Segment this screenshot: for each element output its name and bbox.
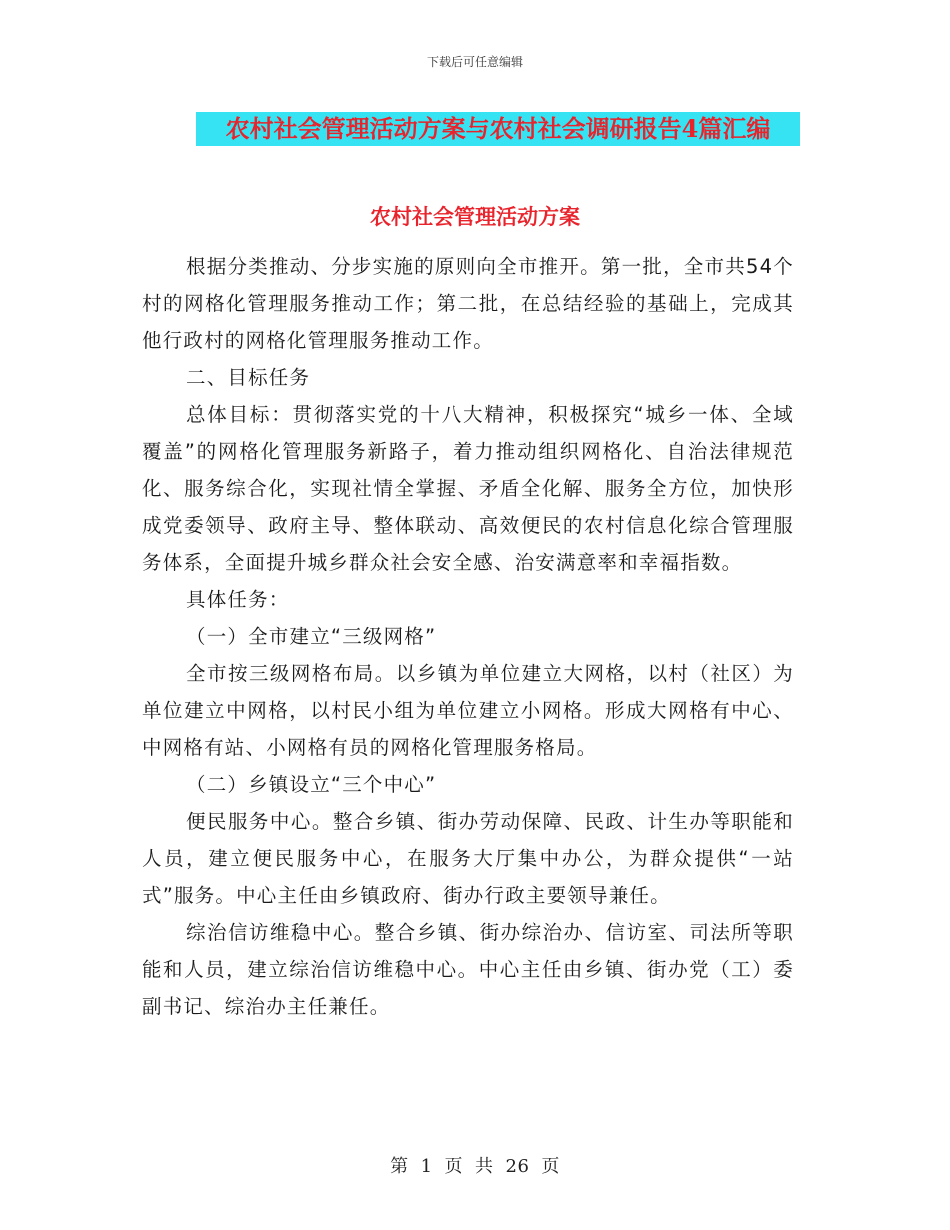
page-number bbox=[0, 1152, 950, 1178]
paragraph-service-center: 便民服务中心。整合乡镇、街办劳动保障、民政、计生办等职能和人员，建立便民服务中心，在服务大厅集中办公，为群众提供“一站式”服务。中心主任由乡镇政府、街办行政主要领导兼任。 bbox=[142, 810, 794, 907]
paragraph-stability-center: 综治信访维稳中心。整合乡镇、街办综治办、信访室、司法所等职能和人员，建立综治信访维稳中心。中心主任由乡镇、街办党（工）委副书记、综治办主任兼任。 bbox=[142, 921, 794, 1018]
page-suffix: 页 bbox=[541, 1156, 560, 1177]
paragraph-grid-layout: 全市按三级网格布局。以乡镇为单位建立大网格，以村（社区）为单位建立中网格，以村民小组为单位建立小网格。形成大网格有中心、中网格有站、小网格有员的网格化管理服务格局。 bbox=[142, 662, 794, 759]
section-title: 农村社会管理活动方案 bbox=[370, 204, 580, 229]
paragraph-overall-goal: 总体目标：贯彻落实党的十八大精神，积极探究“城乡一体、全域覆盖”的网格化管理服务新路子，着力推动组织网格化、自治法律规范化、服务综合化，实现社情全掌握、矛盾全化解、服务全方位，加快形成党委领导、政府主导、整体联动、高效便民的农村信息化综合管理服务体系，全面提升城乡群众社会安全感、治安满意率和幸福指数。 bbox=[142, 403, 794, 574]
heading-three-centers: （二）乡镇设立“三个中心” bbox=[186, 773, 437, 796]
paragraph-rollout-plan: 根据分类推动、分步实施的原则向全市推开。第一批，全市共54个村的网格化管理服务推动工作；第二批，在总结经验的基础上，完成其他行政村的网格化管理服务推动工作。 bbox=[142, 255, 794, 352]
heading-goals-tasks: 二、目标任务 bbox=[186, 366, 311, 389]
total-prefix: 共 bbox=[475, 1156, 494, 1177]
heading-specific-tasks: 具体任务： bbox=[186, 588, 290, 611]
document-title: 农村社会管理活动方案与农村社会调研报告4篇汇编 bbox=[225, 114, 771, 143]
header-note: 下载后可任意编辑 bbox=[426, 55, 523, 69]
heading-three-level-grid: （一）全市建立“三级网格” bbox=[186, 625, 437, 648]
current-page: 1 bbox=[420, 1156, 433, 1177]
page-middle: 页 bbox=[444, 1156, 464, 1177]
total-pages: 26 bbox=[505, 1156, 530, 1177]
page-prefix: 第 bbox=[390, 1156, 409, 1177]
document-body bbox=[142, 248, 794, 1025]
